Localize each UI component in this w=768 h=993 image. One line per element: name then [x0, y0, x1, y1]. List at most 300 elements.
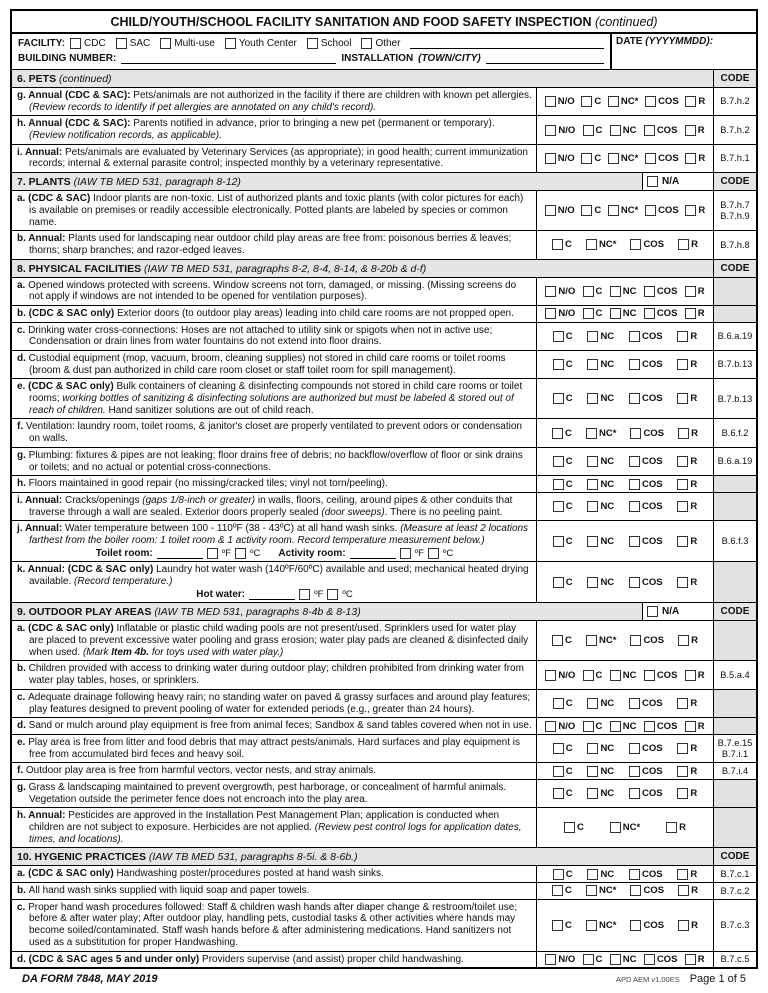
- form-title-continued: (continued): [594, 15, 658, 29]
- item-8c-option-c: [553, 331, 573, 342]
- item-8j-temp-label-0: Toilet room:: [95, 547, 153, 559]
- item-9h-checkbox-c[interactable]: [564, 822, 575, 833]
- item-8k-checkbox-cos[interactable]: [629, 577, 640, 588]
- facility-options: [70, 38, 604, 49]
- item-8k-unit-checkbox-c[interactable]: [327, 589, 338, 600]
- item-8g-checkbox-cos[interactable]: [629, 456, 640, 467]
- item-8a-checkbox-c[interactable]: [583, 286, 594, 297]
- item-10d-rating-cell: [536, 952, 713, 968]
- item-8j-option-r: [677, 536, 697, 547]
- item-9a-checkbox-nc[interactable]: [586, 635, 597, 646]
- header-left: [12, 34, 610, 69]
- item-8e-checkbox-nc[interactable]: [587, 393, 598, 404]
- item-7a-checkbox-r[interactable]: [685, 205, 696, 216]
- section-7-title-seg-1: (IAW TB MED 531, paragraph 8-12): [73, 176, 241, 189]
- section-7-na-checkbox[interactable]: [647, 176, 658, 187]
- item-8i-checkbox-cos[interactable]: [629, 501, 640, 512]
- item-8f-seg-0: f.: [17, 421, 26, 433]
- item-10c-checkbox-nc[interactable]: [586, 920, 597, 931]
- item-9c-checkbox-c[interactable]: [553, 698, 564, 709]
- item-7b-checkbox-cos[interactable]: [630, 239, 641, 250]
- item-8h-checkbox-cos[interactable]: [629, 479, 640, 490]
- item-10a-checkbox-nc[interactable]: [587, 869, 598, 880]
- section-8-title: [12, 260, 713, 277]
- item-8k-unit-checkbox-f[interactable]: [299, 589, 310, 600]
- item-8c-option-cos: [629, 331, 663, 342]
- facility-checkbox-youth-center[interactable]: [225, 38, 236, 49]
- item-8d-option-r: [677, 359, 697, 370]
- item-6g-code-cell: [713, 88, 756, 115]
- item-8e-text-cell: [12, 379, 536, 418]
- item-8j-temp-value-line-0[interactable]: [157, 548, 203, 559]
- item-6g-checkbox-no[interactable]: [545, 96, 556, 107]
- item-7b-option-r: [678, 239, 698, 250]
- item-7b-checkbox-c[interactable]: [552, 239, 563, 250]
- item-10b-checkbox-c[interactable]: [552, 885, 563, 896]
- apd-version: APD AEM v1.00ES: [615, 975, 680, 985]
- item-9c-text-cell: [12, 690, 536, 717]
- section-10: [12, 847, 756, 967]
- option-label: C: [595, 308, 603, 320]
- item-8c-checkbox-c[interactable]: [553, 331, 564, 342]
- item-9a-checkbox-cos[interactable]: [630, 635, 641, 646]
- option-label: N/O: [558, 285, 576, 297]
- section-9-na-checkbox[interactable]: [647, 606, 658, 617]
- item-10d-checkbox-r[interactable]: [685, 954, 696, 965]
- item-9f-checkbox-nc[interactable]: [587, 766, 598, 777]
- installation-sublabel: (TOWN/CITY): [418, 53, 481, 64]
- item-9a-option-r: [678, 635, 698, 646]
- item-8g-code-cell: [713, 448, 756, 475]
- item-6g-checkbox-r[interactable]: [685, 96, 696, 107]
- item-6g-text-cell: [12, 88, 536, 115]
- item-8i-checkbox-nc[interactable]: [587, 501, 598, 512]
- item-9a-rating-cell: [536, 621, 713, 660]
- section-6-header: [12, 69, 756, 87]
- item-8f-rating-cell: [536, 419, 713, 446]
- item-10d-checkbox-cos[interactable]: [644, 954, 655, 965]
- facility-checkbox-other[interactable]: [361, 38, 372, 49]
- item-9d-rating-cell: [536, 718, 713, 734]
- item-10c-option-r: [678, 920, 698, 931]
- item-8b-checkbox-nc[interactable]: [610, 308, 621, 319]
- item-8b-checkbox-c[interactable]: [583, 308, 594, 319]
- option-label: R: [691, 635, 698, 647]
- form-footer: [10, 969, 758, 985]
- item-8c-seg-0: c.: [17, 324, 29, 336]
- item-6h-seg-2: (Review notification records, as applicable).: [29, 130, 222, 142]
- item-6i-code-cell: [713, 145, 756, 172]
- item-6i-checkbox-cos[interactable]: [645, 153, 656, 164]
- section-7-header: [12, 172, 756, 190]
- item-8k-checkbox-nc[interactable]: [587, 577, 598, 588]
- item-10b-seg-1: All hand wash sinks supplied with liquid soap and paper towels.: [28, 885, 310, 897]
- item-8a-checkbox-no[interactable]: [545, 286, 556, 297]
- building-number-line[interactable]: [121, 53, 336, 64]
- item-8j-checkbox-r[interactable]: [677, 536, 688, 547]
- item-9b-checkbox-no[interactable]: [545, 670, 556, 681]
- item-8h-checkbox-r[interactable]: [677, 479, 688, 490]
- item-8j-unit-checkbox-c[interactable]: [235, 548, 246, 559]
- item-8j-unit-checkbox-f[interactable]: [400, 548, 411, 559]
- item-8k-temp-value-line-0[interactable]: [249, 589, 295, 600]
- item-7a: [12, 190, 756, 230]
- item-6i-checkbox-r[interactable]: [685, 153, 696, 164]
- item-9g-checkbox-cos[interactable]: [629, 788, 640, 799]
- item-6h-seg-1: Parents notified in advance, prior to bringing a new pet (permanent or temporary).: [133, 118, 495, 130]
- item-8a-text: [17, 280, 532, 303]
- item-8e-checkbox-r[interactable]: [677, 393, 688, 404]
- item-8g-code: B.6.a.19: [717, 456, 753, 467]
- option-label: C: [565, 501, 573, 513]
- item-9d-checkbox-cos[interactable]: [644, 721, 655, 732]
- item-10c-option-cos: [630, 920, 664, 931]
- item-8j-option-c: [553, 536, 573, 547]
- item-10a-seg-1: Handwashing poster/procedures posted at hand wash sinks.: [116, 868, 384, 880]
- option-label: R: [690, 788, 698, 800]
- item-7a-code: B.7.h.9: [720, 210, 750, 221]
- item-8a-code-cell: [713, 278, 756, 305]
- facility-checkbox-cdc[interactable]: [70, 38, 81, 49]
- item-9c-checkbox-r[interactable]: [677, 698, 688, 709]
- item-9a-seg-0: a. (CDC & SAC only): [17, 623, 117, 635]
- item-7a-seg-1: Indoor plants are non-toxic. List of authorized plants and toxic plants (with color pictures for each) is available on premises or readily accessible electronically. Potted plants are labeled by species or common name.: [29, 193, 524, 228]
- item-9g-checkbox-c[interactable]: [553, 788, 564, 799]
- item-8g-option-nc: [587, 456, 614, 467]
- item-8g-checkbox-r[interactable]: [677, 456, 688, 467]
- option-label: NC*: [620, 152, 639, 164]
- option-label: COS: [641, 765, 663, 777]
- item-9b-checkbox-r[interactable]: [685, 670, 696, 681]
- item-9g-checkbox-r[interactable]: [677, 788, 688, 799]
- item-8d: [12, 350, 756, 378]
- item-8i: [12, 492, 756, 520]
- item-10b-text: [17, 885, 532, 897]
- item-8e-seg-1: Bulk containers of cleaning & disinfecting compounds not stored in child care rooms or toilet rooms;: [29, 381, 523, 405]
- item-10b-option-r: [678, 885, 698, 896]
- option-label: C: [565, 359, 573, 371]
- item-8a-checkbox-cos[interactable]: [644, 286, 655, 297]
- item-9a-text: [17, 623, 532, 658]
- item-8h: [12, 475, 756, 492]
- item-10d-seg-1: Providers supervise (and assist) proper child handwashing.: [202, 953, 464, 965]
- item-10b-checkbox-r[interactable]: [678, 885, 689, 896]
- item-10c-option-c: [552, 920, 572, 931]
- section-9: [12, 602, 756, 847]
- item-8g-seg-1: Plumbing: fixtures & pipes are not leaking; floor drains free of debris; no backflow/overflow of floor or sink drains or toilets; and no actual or potential cross-connections.: [28, 449, 523, 473]
- item-6h-checkbox-nc[interactable]: [610, 125, 621, 136]
- item-10a-code: B.7.c.1: [720, 868, 750, 879]
- item-8h-code-cell: [713, 476, 756, 492]
- item-8e-option-c: [553, 393, 573, 404]
- item-9c-seg-1: Adequate drainage following heavy rain; no standing water on paved & grassy surfaces and around play features; play features designed to prevent pooling of water for extended periods (e.g., greater than 24 hours).: [28, 691, 531, 715]
- item-9d-checkbox-no[interactable]: [545, 721, 556, 732]
- item-9h-seg-2: (Review pest control logs for application dates, times, and locations).: [29, 822, 522, 845]
- item-6i-checkbox-c[interactable]: [581, 153, 592, 164]
- option-label: NC*: [622, 822, 641, 834]
- option-label: COS: [643, 919, 665, 931]
- item-8d-rating-cell: [536, 351, 713, 378]
- item-9f-checkbox-r[interactable]: [677, 766, 688, 777]
- facility-checkbox-sac[interactable]: [116, 38, 127, 49]
- option-label: NC: [600, 698, 615, 709]
- item-9b-checkbox-nc[interactable]: [610, 670, 621, 681]
- item-8f-seg-1: Ventilation: laundry room, toilet rooms, & janitor's closet are properly ventilated to prevent odors or condensation on walls.: [25, 421, 522, 445]
- item-10b-code: B.7.c.2: [720, 885, 750, 896]
- section-10-title-seg-0: 10. HYGENIC PRACTICES: [17, 851, 149, 864]
- item-8d-option-nc: [587, 359, 614, 370]
- item-8j-unit-checkbox-c[interactable]: [428, 548, 439, 559]
- item-6h-option-no: [545, 125, 575, 136]
- item-8j-rating-cell: [536, 521, 713, 561]
- item-8i-checkbox-r[interactable]: [677, 501, 688, 512]
- item-9h-checkbox-nc[interactable]: [610, 822, 621, 833]
- item-9c-text: [17, 692, 532, 715]
- item-8c-checkbox-r[interactable]: [677, 331, 688, 342]
- item-7a-checkbox-no[interactable]: [545, 205, 556, 216]
- item-8j-checkbox-nc[interactable]: [587, 536, 598, 547]
- item-7a-text: [17, 193, 532, 228]
- item-9e-checkbox-c[interactable]: [553, 743, 564, 754]
- item-9d-text: [17, 720, 532, 732]
- item-8h-seg-0: h.: [17, 478, 29, 490]
- item-7a-option-nc: [608, 205, 638, 216]
- item-9f-seg-1: Outdoor play area is free from harmful vectors, vector nests, and stray animals.: [25, 765, 377, 777]
- item-8j: [12, 520, 756, 561]
- option-label: R: [690, 456, 698, 467]
- item-6i: [12, 144, 756, 172]
- item-8b-checkbox-r[interactable]: [685, 308, 696, 319]
- item-9e-checkbox-r[interactable]: [677, 743, 688, 754]
- item-9e-rating-cell: [536, 735, 713, 762]
- item-8f-code-cell: [713, 419, 756, 446]
- item-8j-temp-label-1: Activity room:: [278, 547, 346, 559]
- item-8j-unit-label: ºC: [250, 547, 261, 559]
- item-10a-checkbox-c[interactable]: [553, 869, 564, 880]
- item-6g-checkbox-cos[interactable]: [645, 96, 656, 107]
- item-6h-checkbox-cos[interactable]: [644, 125, 655, 136]
- item-10a-option-cos: [629, 869, 663, 880]
- item-9g-checkbox-nc[interactable]: [587, 788, 598, 799]
- item-8k-checkbox-c[interactable]: [553, 577, 564, 588]
- item-9f-checkbox-c[interactable]: [553, 766, 564, 777]
- item-9h-checkbox-r[interactable]: [666, 822, 677, 833]
- item-8f: [12, 418, 756, 446]
- section-7-code-header: CODE: [713, 173, 756, 190]
- facility-other-line[interactable]: [410, 38, 604, 49]
- item-8a-checkbox-nc[interactable]: [610, 286, 621, 297]
- item-8c-checkbox-cos[interactable]: [629, 331, 640, 342]
- item-8b-checkbox-cos[interactable]: [644, 308, 655, 319]
- item-9e-checkbox-cos[interactable]: [629, 743, 640, 754]
- item-8e-checkbox-c[interactable]: [553, 393, 564, 404]
- item-8f-text-cell: [12, 419, 536, 446]
- option-label: NC: [622, 285, 637, 297]
- item-10b-checkbox-nc[interactable]: [586, 885, 597, 896]
- item-6h-checkbox-no[interactable]: [545, 125, 556, 136]
- option-label: COS: [658, 152, 679, 164]
- item-8f-option-r: [678, 428, 698, 439]
- item-8h-checkbox-c[interactable]: [553, 479, 564, 490]
- item-9a-checkbox-c[interactable]: [552, 635, 563, 646]
- option-label: NC: [622, 720, 637, 732]
- option-label: NC: [622, 124, 637, 136]
- item-8h-checkbox-nc[interactable]: [587, 479, 598, 490]
- item-9f-rating-cell: [536, 763, 713, 779]
- item-8f-checkbox-r[interactable]: [678, 428, 689, 439]
- item-9b-checkbox-cos[interactable]: [644, 670, 655, 681]
- item-9f-option-r: [677, 766, 697, 777]
- item-9f-checkbox-cos[interactable]: [629, 766, 640, 777]
- item-8k-option-cos: [629, 577, 663, 588]
- date-label: DATE: [616, 36, 643, 47]
- item-6i-text-cell: [12, 145, 536, 172]
- item-8h-option-cos: [629, 479, 663, 490]
- item-9a-checkbox-r[interactable]: [678, 635, 689, 646]
- option-label: COS: [641, 788, 663, 800]
- item-8d-checkbox-cos[interactable]: [629, 359, 640, 370]
- option-label: C: [565, 427, 572, 439]
- option-label: NC: [600, 576, 615, 588]
- item-8d-seg-0: d.: [17, 353, 29, 364]
- item-9a-seg-2: (Mark: [82, 646, 112, 658]
- item-8g-option-cos: [629, 456, 663, 467]
- item-8d-checkbox-nc[interactable]: [587, 359, 598, 370]
- item-9h-text: [17, 810, 532, 845]
- item-10a-checkbox-r[interactable]: [677, 869, 688, 880]
- item-8j-unit-checkbox-f[interactable]: [207, 548, 218, 559]
- item-8i-checkbox-c[interactable]: [553, 501, 564, 512]
- item-8a-checkbox-r[interactable]: [685, 286, 696, 297]
- item-9h-text-cell: [12, 808, 536, 847]
- item-9e-checkbox-nc[interactable]: [587, 743, 598, 754]
- item-8g-option-c: [553, 456, 573, 467]
- item-6g-checkbox-nc[interactable]: [608, 96, 619, 107]
- option-label: COS: [656, 124, 678, 136]
- item-10a-option-c: [553, 869, 573, 880]
- item-8a: [12, 277, 756, 305]
- item-9d-checkbox-nc[interactable]: [610, 721, 621, 732]
- item-8b: [12, 305, 756, 322]
- item-9g-option-r: [677, 788, 697, 799]
- item-8b-checkbox-no[interactable]: [545, 308, 556, 319]
- item-6g-checkbox-c[interactable]: [581, 96, 592, 107]
- section-10-header: [12, 847, 756, 865]
- item-9b-checkbox-c[interactable]: [583, 670, 594, 681]
- item-6i-checkbox-nc[interactable]: [608, 153, 619, 164]
- item-9c-checkbox-cos[interactable]: [629, 698, 640, 709]
- option-label: C: [565, 456, 573, 467]
- item-7b-text: [17, 233, 532, 256]
- item-6i-option-c: [581, 153, 601, 164]
- item-6h-seg-0: h. Annual (CDC & SAC):: [17, 118, 134, 130]
- facility-checkbox-multi-use[interactable]: [160, 38, 171, 49]
- item-7a-checkbox-nc[interactable]: [608, 205, 619, 216]
- item-9h-option-nc: [610, 822, 640, 833]
- item-8j-seg-0: j. Annual:: [17, 523, 65, 535]
- item-6i-checkbox-no[interactable]: [545, 153, 556, 164]
- item-10d-checkbox-c[interactable]: [583, 954, 594, 965]
- option-label: NC*: [598, 885, 617, 897]
- date-box[interactable]: [610, 34, 756, 69]
- item-9d-checkbox-r[interactable]: [685, 721, 696, 732]
- item-9b-option-no: [545, 670, 575, 681]
- item-8f-checkbox-nc[interactable]: [586, 428, 597, 439]
- item-8a-rating-cell: [536, 278, 713, 305]
- item-7a-checkbox-cos[interactable]: [645, 205, 656, 216]
- section-9-title-seg-0: 9. OUTDOOR PLAY AREAS: [17, 606, 155, 619]
- item-8h-rating-cell: [536, 476, 713, 492]
- item-10d-checkbox-no[interactable]: [545, 954, 556, 965]
- item-8e-option-cos: [629, 393, 663, 404]
- item-9c-checkbox-nc[interactable]: [587, 698, 598, 709]
- section-8-code-header: CODE: [713, 260, 756, 277]
- item-7a-checkbox-c[interactable]: [581, 205, 592, 216]
- item-8e-checkbox-cos[interactable]: [629, 393, 640, 404]
- item-7b-checkbox-r[interactable]: [678, 239, 689, 250]
- item-10c-seg-1: Proper hand wash procedures followed: Staff & children wash hands after diaper change & restroom/toilet use; before & after water play; After outdoor play, handling pets, custodial tasks & other activities where hands may become soiled/contaminated. Staff wash hands before & after administering medications. Hand sanitizers not used as a substitution for proper Handwashing.: [28, 901, 518, 948]
- item-8j-checkbox-cos[interactable]: [629, 536, 640, 547]
- item-9f-option-c: [553, 766, 573, 777]
- item-10c-checkbox-r[interactable]: [678, 920, 689, 931]
- item-9a-option-nc: [586, 635, 616, 646]
- item-8g-checkbox-c[interactable]: [553, 456, 564, 467]
- item-8d-checkbox-r[interactable]: [677, 359, 688, 370]
- option-label: C: [565, 393, 573, 405]
- item-9d-seg-0: d.: [17, 720, 29, 732]
- item-8c-code-cell: [713, 323, 756, 350]
- item-9c-option-cos: [629, 698, 663, 709]
- item-6h-checkbox-c[interactable]: [583, 125, 594, 136]
- option-label: COS: [641, 576, 663, 588]
- item-6i-text: [17, 147, 532, 170]
- option-label: C: [594, 152, 602, 164]
- item-8b-rating-cell: [536, 306, 713, 322]
- item-10b-checkbox-cos[interactable]: [630, 885, 641, 896]
- item-7b-checkbox-nc[interactable]: [586, 239, 597, 250]
- item-10d-text-cell: [12, 952, 536, 968]
- item-8d-option-cos: [629, 359, 663, 370]
- item-10a-checkbox-cos[interactable]: [629, 869, 640, 880]
- item-8k-unit-label: ºC: [342, 588, 353, 600]
- item-6h-code: B.7.h.2: [720, 124, 750, 135]
- item-8b-option-nc: [610, 308, 637, 319]
- item-7b-seg-0: b. Annual:: [17, 233, 69, 245]
- installation-label: INSTALLATION: [341, 53, 414, 64]
- item-9e-code-cell: [713, 735, 756, 762]
- item-10c-checkbox-cos[interactable]: [630, 920, 641, 931]
- item-8g-checkbox-nc[interactable]: [587, 456, 598, 467]
- item-8j-checkbox-c[interactable]: [553, 536, 564, 547]
- item-8f-checkbox-cos[interactable]: [630, 428, 641, 439]
- item-10c-checkbox-c[interactable]: [552, 920, 563, 931]
- item-6g-seg-1: Pets/animals are not authorized in the facility if there are children with known pet allergies.: [133, 90, 532, 101]
- item-8f-checkbox-c[interactable]: [552, 428, 563, 439]
- item-8c-checkbox-nc[interactable]: [587, 331, 598, 342]
- option-label: R: [698, 152, 706, 164]
- option-label: C: [595, 669, 603, 681]
- item-8k-checkbox-r[interactable]: [677, 577, 688, 588]
- item-9b-seg-0: b.: [17, 663, 29, 675]
- item-9d-checkbox-c[interactable]: [583, 721, 594, 732]
- facility-checkbox-school[interactable]: [307, 38, 318, 49]
- item-10d-checkbox-nc[interactable]: [610, 954, 621, 965]
- item-8d-checkbox-c[interactable]: [553, 359, 564, 370]
- item-8j-temp-value-line-1[interactable]: [350, 548, 396, 559]
- item-6h-checkbox-r[interactable]: [685, 125, 696, 136]
- installation-line[interactable]: [486, 53, 604, 64]
- item-9e-text-cell: [12, 735, 536, 762]
